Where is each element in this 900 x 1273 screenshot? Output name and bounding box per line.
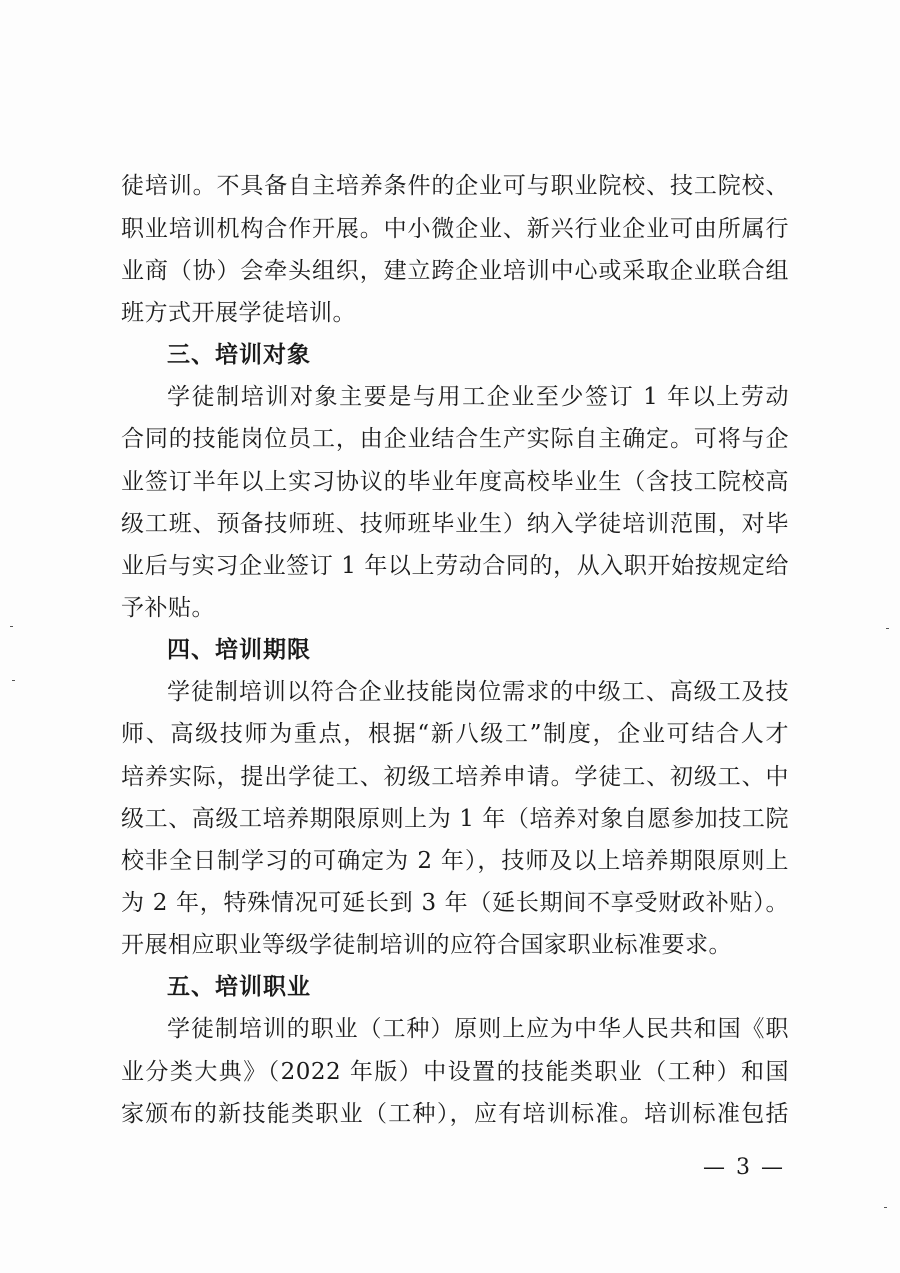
section-heading-training-targets: 三、培训对象 [167, 342, 311, 368]
paragraph-line: 师、高级技师为重点，根据“新八级工”制度，企业可结合人才 [121, 721, 789, 747]
paragraph-line: 学徒制培训对象主要是与用工企业至少签订 1 年以上劳动 [167, 384, 789, 410]
paragraph-line: 学徒制培训的职业（工种）原则上应为中华人民共和国《职 [167, 1016, 789, 1042]
paragraph-line: 职业培训机构合作开展。中小微企业、新兴行业企业可由所属行 [121, 216, 789, 242]
scan-speck [12, 680, 15, 681]
paragraph-line: 家颁布的新技能类职业（工种），应有培训标准。培训标准包括 [121, 1101, 789, 1127]
scan-speck [10, 626, 13, 627]
paragraph-line: 班方式开展学徒培训。 [121, 300, 356, 326]
paragraph-line: 合同的技能岗位员工，由企业结合生产实际自主确定。可将与企 [121, 426, 789, 452]
section-heading-training-period: 四、培训期限 [167, 637, 311, 663]
paragraph-line: 为 2 年，特殊情况可延长到 3 年（延长期间不享受财政补贴）。 [121, 890, 789, 916]
paragraph-line: 开展相应职业等级学徒制培训的应符合国家职业标准要求。 [121, 932, 732, 958]
paragraph-line: 徒培训。不具备自主培养条件的企业可与职业院校、技工院校、 [121, 173, 789, 199]
paragraph-line: 业商（协）会牵头组织，建立跨企业培训中心或采取企业联合组 [121, 258, 789, 284]
paragraph-line: 业后与实习企业签订 1 年以上劳动合同的，从入职开始按规定给 [121, 553, 789, 579]
scan-speck [884, 1207, 887, 1208]
paragraph-line: 培养实际，提出学徒工、初级工培养申请。学徒工、初级工、中 [121, 764, 789, 790]
section-heading-training-occupations: 五、培训职业 [167, 974, 311, 1000]
paragraph-line: 级工、高级工培养期限原则上为 1 年（培养对象自愿参加技工院 [121, 806, 789, 832]
paragraph-line: 予补贴。 [121, 595, 215, 621]
page-number: — 3 — [703, 1155, 785, 1180]
paragraph-line: 校非全日制学习的可确定为 2 年），技师及以上培养期限原则上 [121, 848, 789, 874]
paragraph-line: 学徒制培训以符合企业技能岗位需求的中级工、高级工及技 [167, 679, 789, 705]
paragraph-line: 业分类大典》（2022 年版）中设置的技能类职业（工种）和国 [121, 1059, 789, 1085]
scan-speck [886, 628, 889, 629]
paragraph-line: 级工班、预备技师班、技师班毕业生）纳入学徒培训范围，对毕 [121, 511, 789, 537]
paragraph-line: 业签订半年以上实习协议的毕业年度高校毕业生（含技工院校高 [121, 469, 789, 495]
